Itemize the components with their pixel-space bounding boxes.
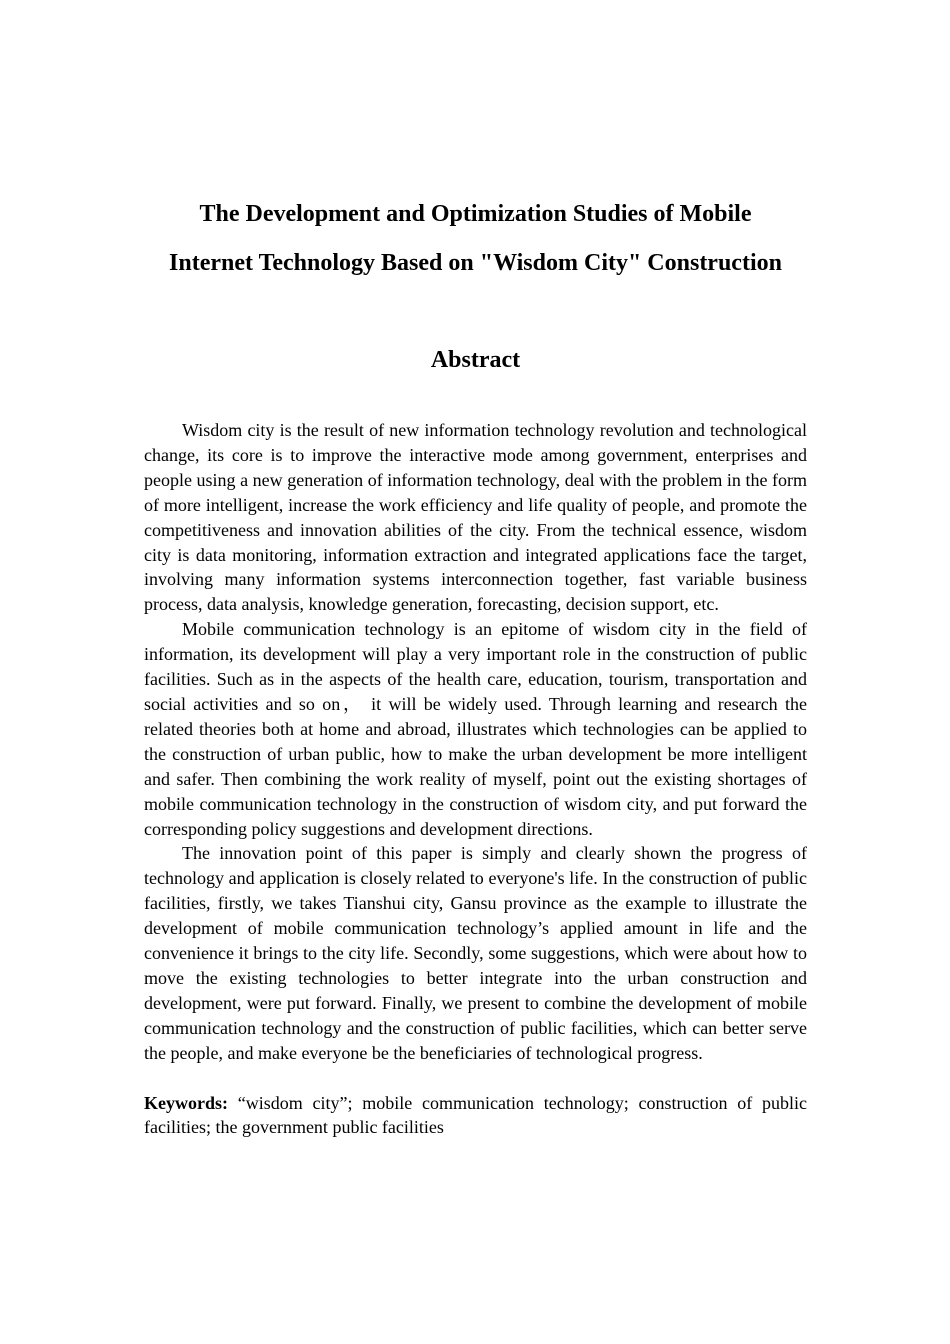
paper-title (144, 190, 807, 288)
abstract-paragraph-1: Wisdom city is the result of new information technology revolution and technological change, its core is to improve the interactive mode among government, enterprises and people using a new generation of information technology, deal with the problem in the form of more intelligent, increase the work efficiency and life quality of people, and promote the competitiveness and innovation abilities of the city. From the technical essence, wisdom city is data monitoring, information extraction and integrated applications face the target, involving many information systems interconnection together, fast variable business process, data analysis, knowledge generation, forecasting, decision support, etc. (144, 420, 807, 615)
keywords (144, 1091, 807, 1141)
paper-page (144, 190, 807, 1140)
abstract-paragraph-2: Mobile communication technology is an epitome of wisdom city in the field of information, its development will play a very important role in the construction of public facilities. Such as in the aspects of the health care, education, tourism, transportation and social activities and so on， it will be widely used. Through learning and research the related theories both at home and abroad, illustrates which technologies can be applied to the construction of urban public, how to make the urban development be more intelligent and safer. Then combining the work reality of myself, point out the existing shortages of mobile communication technology in the construction of wisdom city, and put forward the corresponding policy suggestions and development directions. (144, 619, 807, 839)
keywords-text: “wisdom city”; mobile communication technology; construction of public facilities; the government public facilities (144, 1092, 807, 1138)
abstract-paragraph-3: The innovation point of this paper is simply and clearly shown the progress of technology and application is closely related to everyone's life. In the construction of public facilities, firstly, we takes Tianshui city, Gansu province as the example to illustrate the development of mobile communication technology’s applied amount in life and the convenience it brings to the city life. Secondly, some suggestions, which were about how to move the existing technologies to better integrate into the urban construction and development, were put forward. Finally, we present to combine the development of mobile communication technology and the construction of public facilities, which can better serve the people, and make everyone be the beneficiaries of technological progress. (144, 843, 807, 1063)
abstract-body (144, 418, 807, 1066)
abstract-heading: Abstract (430, 347, 521, 373)
paper-title-line-2: Internet Technology Based on "Wisdom City" Construction (169, 250, 782, 276)
paper-title-line-1: The Development and Optimization Studies of Mobile (199, 201, 752, 227)
keywords-label: Keywords: (144, 1092, 228, 1113)
